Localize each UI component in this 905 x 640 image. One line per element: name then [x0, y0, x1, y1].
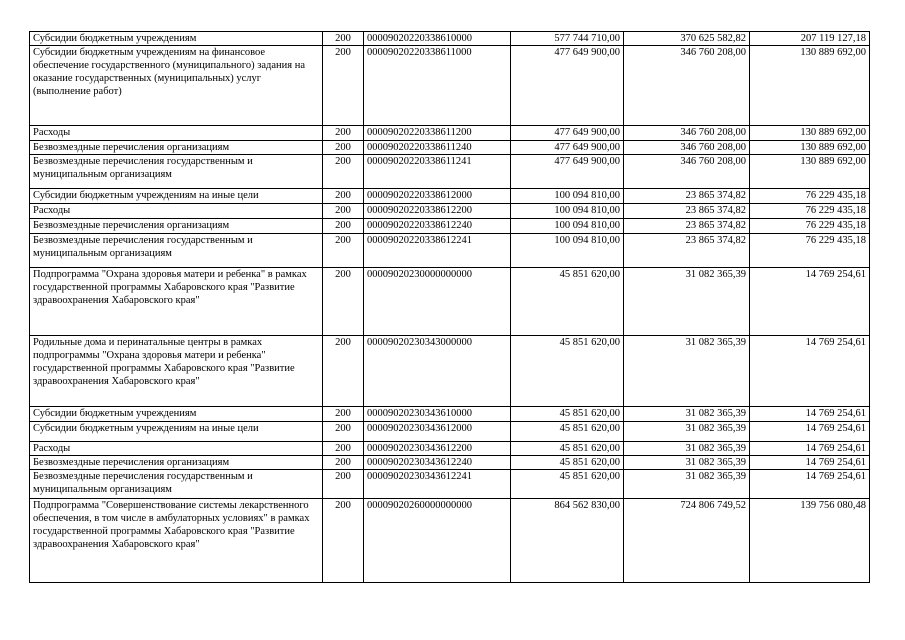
unexecuted-amount-cell: 130 889 692,00 [750, 46, 870, 126]
table-row [30, 407, 870, 422]
budget-classification-code-cell: 00009020220338611200 [364, 126, 511, 141]
budget-table-body [30, 32, 870, 583]
executed-amount-cell: 31 082 365,39 [624, 422, 750, 442]
budget-classification-code-cell: 00009020220338612200 [364, 204, 511, 219]
table-row [30, 32, 870, 46]
unexecuted-amount-cell: 14 769 254,61 [750, 470, 870, 499]
table-row [30, 126, 870, 141]
budget-classification-code-cell: 00009020220338611241 [364, 155, 511, 189]
budget-classification-code-cell: 00009020230343000000 [364, 336, 511, 407]
table-row [30, 268, 870, 336]
expense-name-cell: Безвозмездные перечисления организациям [30, 219, 323, 234]
expense-name-cell: Безвозмездные перечисления государственным и муниципальным организациям [30, 234, 323, 268]
table-row [30, 499, 870, 583]
approved-amount-cell: 45 851 620,00 [511, 442, 624, 456]
executed-amount-cell: 31 082 365,39 [624, 470, 750, 499]
table-row [30, 155, 870, 189]
approved-amount-cell: 477 649 900,00 [511, 46, 624, 126]
expense-name-cell: Безвозмездные перечисления организациям [30, 141, 323, 155]
approved-amount-cell: 477 649 900,00 [511, 126, 624, 141]
expense-name-cell: Подпрограмма "Совершенствование системы лекарственного обеспечения, в том числе в амбулаторных условиях" в рамках государственной программы Хабаровского края "Развитие здравоохранения Хабаровского края" [30, 499, 323, 583]
approved-amount-cell: 45 851 620,00 [511, 422, 624, 442]
budget-classification-code-cell: 00009020230343610000 [364, 407, 511, 422]
executed-amount-cell: 23 865 374,82 [624, 219, 750, 234]
executed-amount-cell: 23 865 374,82 [624, 189, 750, 204]
line-code-cell: 200 [323, 32, 364, 46]
approved-amount-cell: 45 851 620,00 [511, 407, 624, 422]
budget-classification-code-cell: 00009020260000000000 [364, 499, 511, 583]
line-code-cell: 200 [323, 422, 364, 442]
budget-classification-code-cell: 00009020220338611240 [364, 141, 511, 155]
report-page [29, 31, 869, 583]
executed-amount-cell: 31 082 365,39 [624, 407, 750, 422]
expense-name-cell: Безвозмездные перечисления организациям [30, 456, 323, 470]
expense-name-cell: Субсидии бюджетным учреждениям [30, 407, 323, 422]
executed-amount-cell: 31 082 365,39 [624, 442, 750, 456]
line-code-cell: 200 [323, 204, 364, 219]
approved-amount-cell: 477 649 900,00 [511, 141, 624, 155]
budget-table [29, 31, 870, 583]
unexecuted-amount-cell: 207 119 127,18 [750, 32, 870, 46]
expense-name-cell: Расходы [30, 442, 323, 456]
unexecuted-amount-cell: 76 229 435,18 [750, 234, 870, 268]
line-code-cell: 200 [323, 442, 364, 456]
approved-amount-cell: 45 851 620,00 [511, 268, 624, 336]
unexecuted-amount-cell: 14 769 254,61 [750, 442, 870, 456]
executed-amount-cell: 31 082 365,39 [624, 456, 750, 470]
unexecuted-amount-cell: 14 769 254,61 [750, 422, 870, 442]
unexecuted-amount-cell: 139 756 080,48 [750, 499, 870, 583]
unexecuted-amount-cell: 76 229 435,18 [750, 219, 870, 234]
line-code-cell: 200 [323, 407, 364, 422]
executed-amount-cell: 346 760 208,00 [624, 46, 750, 126]
line-code-cell: 200 [323, 126, 364, 141]
expense-name-cell: Безвозмездные перечисления государственным и муниципальным организациям [30, 155, 323, 189]
budget-classification-code-cell: 00009020220338611000 [364, 46, 511, 126]
budget-classification-code-cell: 00009020230343612241 [364, 470, 511, 499]
line-code-cell: 200 [323, 155, 364, 189]
table-row [30, 141, 870, 155]
approved-amount-cell: 45 851 620,00 [511, 336, 624, 407]
executed-amount-cell: 346 760 208,00 [624, 155, 750, 189]
expense-name-cell: Субсидии бюджетным учреждениям [30, 32, 323, 46]
expense-name-cell: Субсидии бюджетным учреждениям на финансовое обеспечение государственного (муниципального) задания на оказание государственных (муниципальных) услуг (выполнение работ) [30, 46, 323, 126]
approved-amount-cell: 45 851 620,00 [511, 456, 624, 470]
expense-name-cell: Безвозмездные перечисления государственным и муниципальным организациям [30, 470, 323, 499]
unexecuted-amount-cell: 14 769 254,61 [750, 456, 870, 470]
table-row [30, 189, 870, 204]
budget-classification-code-cell: 00009020220338610000 [364, 32, 511, 46]
line-code-cell: 200 [323, 46, 364, 126]
expense-name-cell: Субсидии бюджетным учреждениям на иные цели [30, 189, 323, 204]
executed-amount-cell: 31 082 365,39 [624, 336, 750, 407]
budget-classification-code-cell: 00009020230000000000 [364, 268, 511, 336]
table-row [30, 46, 870, 126]
unexecuted-amount-cell: 14 769 254,61 [750, 336, 870, 407]
executed-amount-cell: 346 760 208,00 [624, 126, 750, 141]
executed-amount-cell: 346 760 208,00 [624, 141, 750, 155]
budget-classification-code-cell: 00009020230343612240 [364, 456, 511, 470]
unexecuted-amount-cell: 76 229 435,18 [750, 204, 870, 219]
unexecuted-amount-cell: 14 769 254,61 [750, 407, 870, 422]
expense-name-cell: Родильные дома и перинатальные центры в рамках подпрограммы "Охрана здоровья матери и ребенка" государственной программы Хабаровского края "Развитие здравоохранения Хабаровского края" [30, 336, 323, 407]
table-row [30, 456, 870, 470]
line-code-cell: 200 [323, 141, 364, 155]
executed-amount-cell: 31 082 365,39 [624, 268, 750, 336]
executed-amount-cell: 23 865 374,82 [624, 234, 750, 268]
budget-classification-code-cell: 00009020230343612200 [364, 442, 511, 456]
line-code-cell: 200 [323, 456, 364, 470]
line-code-cell: 200 [323, 219, 364, 234]
expense-name-cell: Подпрограмма "Охрана здоровья матери и ребенка" в рамках государственной программы Хабаровского края "Развитие здравоохранения Хабаровского края" [30, 268, 323, 336]
line-code-cell: 200 [323, 470, 364, 499]
expense-name-cell: Субсидии бюджетным учреждениям на иные цели [30, 422, 323, 442]
executed-amount-cell: 370 625 582,82 [624, 32, 750, 46]
executed-amount-cell: 23 865 374,82 [624, 204, 750, 219]
approved-amount-cell: 45 851 620,00 [511, 470, 624, 499]
unexecuted-amount-cell: 14 769 254,61 [750, 268, 870, 336]
unexecuted-amount-cell: 130 889 692,00 [750, 141, 870, 155]
line-code-cell: 200 [323, 189, 364, 204]
line-code-cell: 200 [323, 268, 364, 336]
unexecuted-amount-cell: 130 889 692,00 [750, 155, 870, 189]
budget-classification-code-cell: 00009020220338612240 [364, 219, 511, 234]
approved-amount-cell: 477 649 900,00 [511, 155, 624, 189]
approved-amount-cell: 100 094 810,00 [511, 234, 624, 268]
unexecuted-amount-cell: 130 889 692,00 [750, 126, 870, 141]
table-row [30, 234, 870, 268]
expense-name-cell: Расходы [30, 204, 323, 219]
approved-amount-cell: 100 094 810,00 [511, 204, 624, 219]
table-row [30, 470, 870, 499]
budget-classification-code-cell: 00009020220338612000 [364, 189, 511, 204]
line-code-cell: 200 [323, 499, 364, 583]
unexecuted-amount-cell: 76 229 435,18 [750, 189, 870, 204]
approved-amount-cell: 864 562 830,00 [511, 499, 624, 583]
table-row [30, 219, 870, 234]
expense-name-cell: Расходы [30, 126, 323, 141]
line-code-cell: 200 [323, 336, 364, 407]
executed-amount-cell: 724 806 749,52 [624, 499, 750, 583]
approved-amount-cell: 100 094 810,00 [511, 189, 624, 204]
budget-classification-code-cell: 00009020220338612241 [364, 234, 511, 268]
table-row [30, 336, 870, 407]
table-row [30, 442, 870, 456]
table-row [30, 204, 870, 219]
line-code-cell: 200 [323, 234, 364, 268]
approved-amount-cell: 577 744 710,00 [511, 32, 624, 46]
table-row [30, 422, 870, 442]
approved-amount-cell: 100 094 810,00 [511, 219, 624, 234]
budget-classification-code-cell: 00009020230343612000 [364, 422, 511, 442]
